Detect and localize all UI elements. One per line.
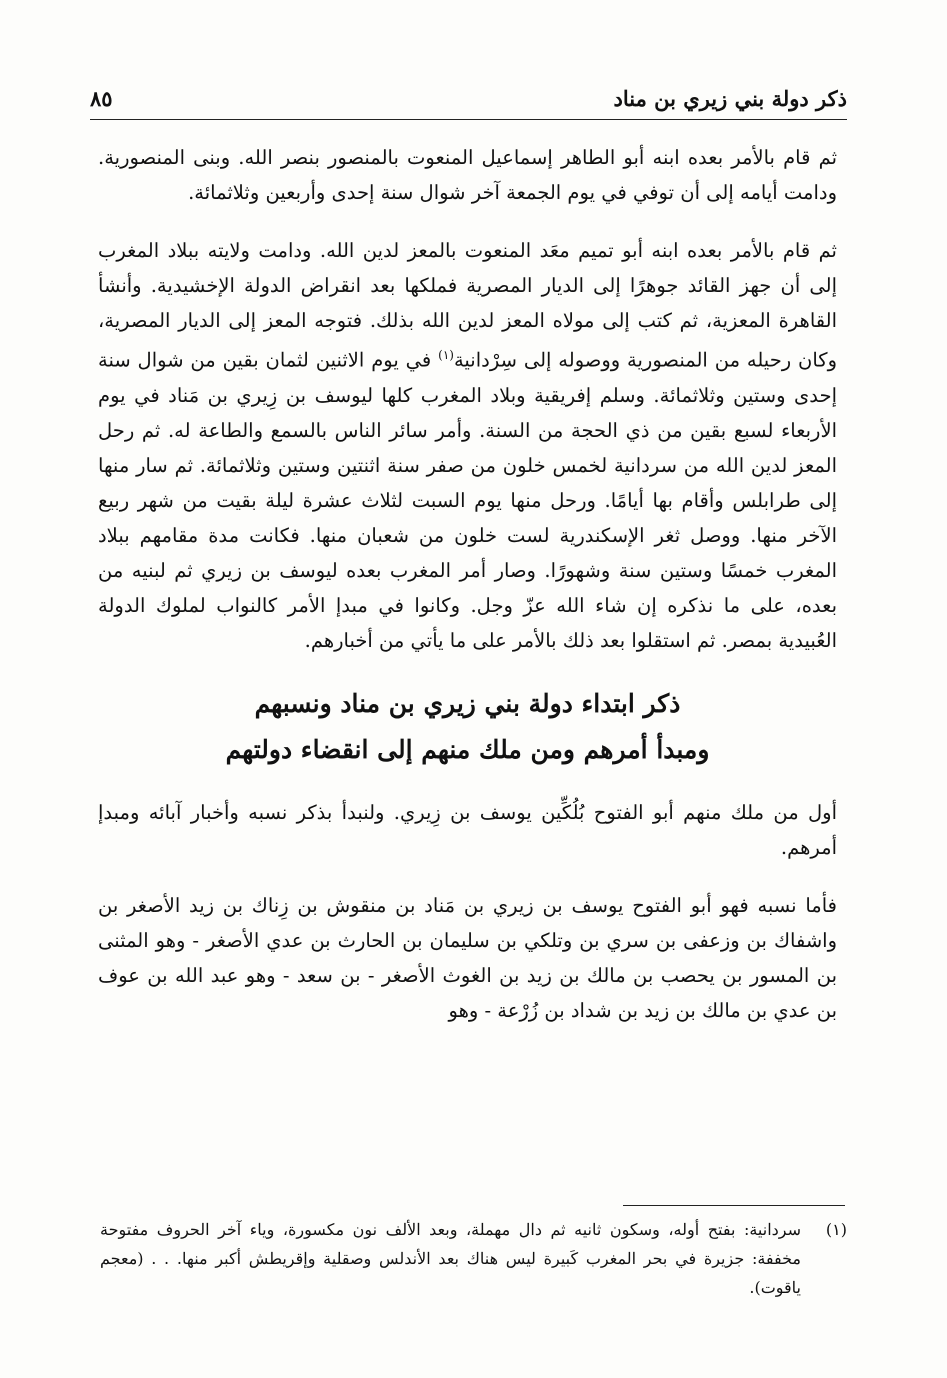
footnote-reference: (١)	[438, 348, 454, 362]
main-text	[98, 140, 837, 1051]
paragraph-text: ثم قام بالأمر بعده ابنه أبو الطاهر إسماعيل المنعوت بالمنصور بنصر الله. وبنى المنصورية. ودامت أيامه إلى أن توفي في يوم الجمعة آخر شوال سنة إحدى وأربعين وثلاثمائة.	[98, 146, 837, 204]
paragraph-text: ثم قام بالأمر بعده ابنه أبو تميم معَد المنعوت بالمعز لدين الله. ودامت ولايته ببلاد المغرب إلى أن جهز القائد جوهرًا إلى الديار المصرية فملكها بعد انقراض الدولة الإخشيدية. وأنشأ القاهرة المعزية، ثم كتب إلى مولاه المعز لدين الله بذلك. فتوجه المعز إلى الديار المصرية، وكان رحيله من المنصورية ووصوله إلى سِرْدانية	[98, 239, 838, 372]
paragraph-text: فأما نسبه فهو أبو الفتوح يوسف بن زيري بن مَناد بن منقوش بن زِناك بن زيد الأصغر بن واشفاك بن وزعفى بن سري بن وتلكي بن سليمان بن الحارث بن عدي الأصغر - وهو المثنى بن المسور بن يحصب بن مالك بن زيد بن الغوث الأصغر - بن سعد - وهو عبد الله بن عوف بن عدي بن مالك بن زيد بن شداد بن زُرْعة - وهو	[98, 893, 837, 1022]
running-title: ذكر دولة بني زيري بن مناد	[613, 86, 847, 111]
paragraph	[98, 795, 837, 865]
paragraph	[98, 140, 837, 210]
footnote-text: سردانية: بفتح أوله، وسكون ثانيه ثم دال مهملة، وبعد الألف نون مكسورة، وياء آخر الحروف مفتوحة مخففة: جزيرة في بحر المغرب كَبيرة ليس هناك بعد الأندلس وصقلية وإقريطش أكبر منها. . . (معجم ياقوت).	[100, 1220, 801, 1297]
page-number: ٨٥	[90, 86, 113, 111]
page-header	[90, 82, 847, 120]
paragraph	[98, 233, 837, 658]
header-rule	[90, 119, 847, 120]
footnote-number: (١)	[825, 1220, 847, 1239]
paragraph-text-with-note	[98, 233, 837, 658]
paragraph-text: في يوم الاثنين لثمان بقين من شوال سنة إحدى وستين وثلاثمائة. وسلم إفريقية وبلاد المغرب كلها ليوسف بن زِيري بن مَناد في يوم الأربعاء لسبع بقين من ذي الحجة من السنة. وأمر سائر الناس بالسمع والطاعة له. ثم رحل المعز لدين الله من سردانية لخمس خلون من صفر سنة اثنتين وستين وثلاثمائة. ثم سار منها إلى طرابلس وأقام بها أيامًا. ورحل منها يوم السبت لثلاث عشرة ليلة بقيت من شهر ربيع الآخر منها. ووصل ثغر الإسكندرية لست خلون من شعبان منها. فكانت مدة مقامهم ببلاد المغرب خمسًا وستين سنة وشهورًا. وصار أمر المغرب بعده ليوسف بن زيري ثم لبنيه من بعده، على ما نذكره إن شاء الله عزّ وجل. وكانوا في مبدإ الأمر كالنواب لملوك الدولة العُبيدية بمصر. ثم استقلوا بعد ذلك بالأمر على ما يأتي من أخبارهم.	[98, 348, 837, 652]
paragraph-text: أول من ملك منهم أبو الفتوح بُلُكِّين يوسف بن زِيري. ولنبدأ بذكر نسبه وأخبار آبائه ومبدإ أمرهم.	[98, 800, 837, 859]
section-heading-line: ذكر ابتداء دولة بني زيري بن مناد ونسبهم	[254, 688, 681, 718]
section-heading	[98, 681, 837, 773]
footnote-separator	[623, 1205, 845, 1206]
section-heading-line: ومبدأ أمرهم ومن ملك منهم إلى انقضاء دولتهم	[225, 734, 710, 764]
paragraph	[98, 888, 837, 1028]
footnote	[100, 1215, 847, 1302]
